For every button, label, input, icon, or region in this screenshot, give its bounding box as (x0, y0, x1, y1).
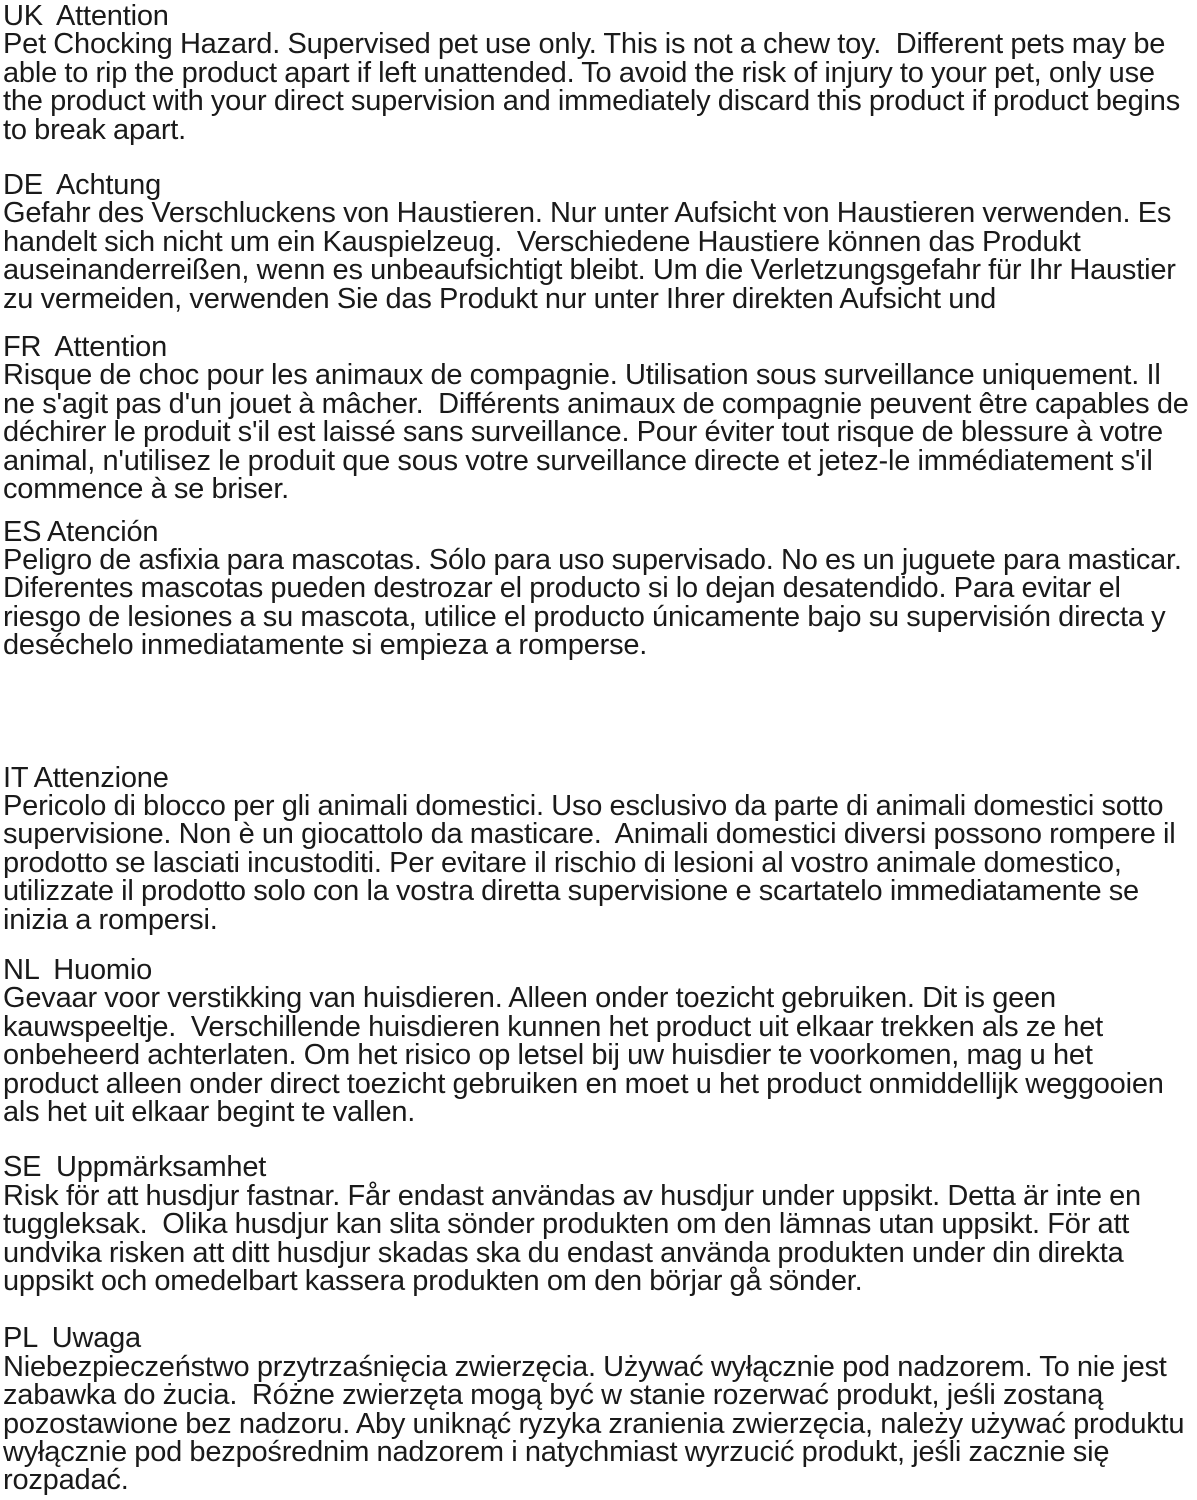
section-heading-es: ES Atención (3, 515, 159, 548)
warning-section-de (3, 171, 1195, 313)
section-heading-fr: FR Attention (3, 331, 168, 364)
section-heading-pl: PL Uwaga (3, 1322, 141, 1355)
warning-section-fr (3, 331, 1197, 506)
section-heading-it: IT Attenzione (3, 761, 169, 794)
warning-section-se (3, 1151, 1195, 1298)
warning-section-pl (3, 1322, 1195, 1497)
section-heading-uk: UK Attention (3, 0, 169, 32)
section-body-it: Pericolo di blocco per gli animali domestici. Uso esclusivo da parte di animali domestici sotto supervisione. Non è un giocattolo da masticare. Animali domestici diversi possono rompere il prodotto se lasciati incustoditi. Per evitare il rischio di lesioni al vostro animale domestico, utilizzate il prodotto solo con la vostra diretta supervisione e scartatelo immediatamente se inizia a rompersi. (3, 789, 1183, 936)
section-body-uk: Pet Chocking Hazard. Supervised pet use only. This is not a chew toy. Different pets may be able to rip the product apart if left unattended. To avoid the risk of injury to your pet, only use the product with your direct supervision and immediately discard this product if product begins to break apart. (3, 28, 1188, 146)
section-body-fr: Risque de choc pour les animaux de compagnie. Utilisation sous surveillance uniquement. Il ne s'agit pas d'un jouet à mâcher. Différents animaux de compagnie peuvent être capables de déchirer le produit s'il est laissé sans surveillance. Pour éviter tout risque de blessure à votre animal, n'utilisez le produit que sous votre surveillance directe et jetez-le immédiatement s'il commence à se briser. (3, 359, 1197, 506)
section-heading-de: DE Achtung (3, 169, 162, 202)
section-body-se: Risk för att husdjur fastnar. Får endast användas av husdjur under uppsikt. Detta är inte en tuggleksak. Olika husdjur kan slita sönder produkten om den lämnas utan uppsikt. För att undvika risken att ditt husdjur skadas ska du endast använda produkten under din direkta uppsikt och omedelbart kassera produkten om den börjar gå sönder. (3, 1179, 1149, 1298)
section-heading-se: SE Uppmärksamhet (3, 1151, 267, 1184)
section-body-nl: Gevaar voor verstikking van huisdieren. Alleen onder toezicht gebruiken. Dit is geen kauwspeeltje. Verschillende huisdieren kunnen het product uit elkaar trekken als ze het onbeheerd achterlaten. Om het risico op letsel bij uw huisdier te voorkomen, mag u het product alleen onder direct toezicht gebruiken en moet u het product onmiddellijk weggooien als het uit elkaar begint te vallen. (3, 982, 1172, 1128)
warning-section-it (3, 761, 1195, 936)
section-heading-nl: NL Huomio (3, 953, 153, 986)
warning-section-uk (3, 2, 1195, 144)
section-body-de: Gefahr des Verschluckens von Haustieren. Nur unter Aufsicht von Haustieren verwenden. Es handelt sich nicht um ein Kauspielzeug. Verschiedene Haustiere können das Produkt auseinanderreißen, wenn es unbeaufsichtigt bleibt. Um die Verletzungsgefahr für Ihr Haustier zu vermeiden, verwenden Sie das Produkt nur unter Ihrer direkten Aufsicht und (3, 197, 1184, 315)
section-body-es: Peligro de asfixia para mascotas. Sólo para uso supervisado. No es un juguete para masticar. Diferentes mascotas pueden destrozar el producto si lo dejan desatendido. Para evitar el riesgo de lesiones a su mascota, utilice el producto únicamente bajo su supervisión directa y deséchelo inmediatamente si empieza a romperse. (3, 543, 1197, 662)
section-body-pl: Niebezpieczeństwo przytrzaśnięcia zwierzęcia. Używać wyłącznie pod nadzorem. To nie jest zabawka do żucia. Różne zwierzęta mogą być w stanie rozerwać produkt, jeśli zostaną pozostawione bez nadzoru. Aby uniknąć ryzyka zranienia zwierzęcia, należy używać produktu wyłącznie pod bezpośrednim nadzorem i natychmiast wyrzucić produkt, jeśli zacznie się rozpadać. (3, 1350, 1192, 1497)
warning-section-nl (3, 953, 1195, 1128)
warning-section-es (3, 515, 1197, 662)
